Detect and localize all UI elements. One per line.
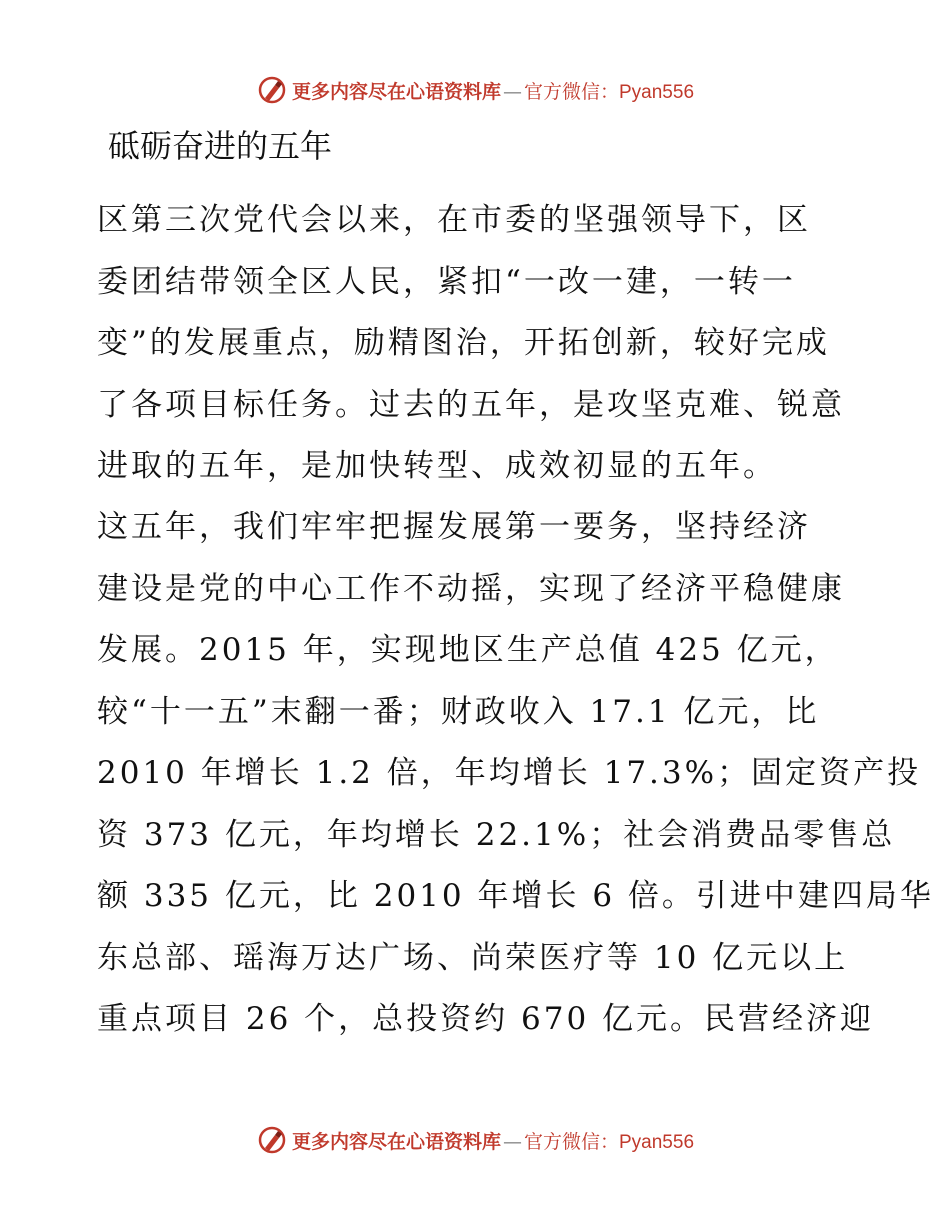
paragraph-line: 委团结带领全区人民，紧扣“一改一建，一转一 [97,263,796,300]
banner-wechat-id: Pyan556 [619,1131,695,1153]
banner-brand: 更多内容尽在心语资料库 [291,80,501,103]
paragraph-line: 东总部、瑶海万达广场、尚荣医疗等 10 亿元以上 [97,939,849,976]
banner-separator: — [502,1130,522,1153]
banner-label: 官方微信： [523,80,619,103]
banner-brand: 更多内容尽在心语资料库 [291,1130,501,1153]
paragraph-line: 重点项目 26 个，总投资约 670 亿元。民营经济迎 [97,1001,875,1037]
banner-text [292,77,694,104]
pen-logo-icon [256,74,288,106]
banner-label: 官方微信： [523,1130,619,1153]
paragraph-line: 发展。2015 年，实现地区生产总值 425 亿元， [97,632,839,668]
paragraph-line: 这五年，我们牢牢把握发展第一要务，坚持经济 [97,509,811,545]
paragraph-line: 资 373 亿元，年均增长 22.1%；社会消费品零售总 [97,816,896,853]
paragraph-line: 变”的发展重点，励精图治，开拓创新，较好完成 [97,325,830,361]
header-banner [0,70,950,110]
paragraph-line: 建设是党的中心工作不动摇，实现了经济平稳健康 [97,570,845,607]
paragraph-line: 2010 年增长 1.2 倍，年均增长 17.3%；固定资产投 [97,755,922,791]
banner-text [292,1127,694,1154]
banner-wechat-id: Pyan556 [619,81,695,103]
document-title: 砥砺奋进的五年 [108,127,333,165]
paragraph-1 [97,190,857,498]
paragraph-line: 进取的五年，是加快转型、成效初显的五年。 [97,448,777,484]
pen-logo-icon [256,1124,288,1156]
paragraph-line: 额 335 亿元，比 2010 年增长 6 倍。引进中建四局华 [97,878,934,914]
paragraph-2 [97,497,934,1051]
footer-banner [0,1120,950,1160]
paragraph-line: 了各项目标任务。过去的五年，是攻坚克难、锐意 [97,386,845,423]
banner-separator: — [502,80,522,103]
paragraph-line: 较“十一五”末翻一番；财政收入 17.1 亿元，比 [97,693,820,730]
paragraph-line: 区第三次党代会以来，在市委的坚强领导下，区 [97,202,811,238]
